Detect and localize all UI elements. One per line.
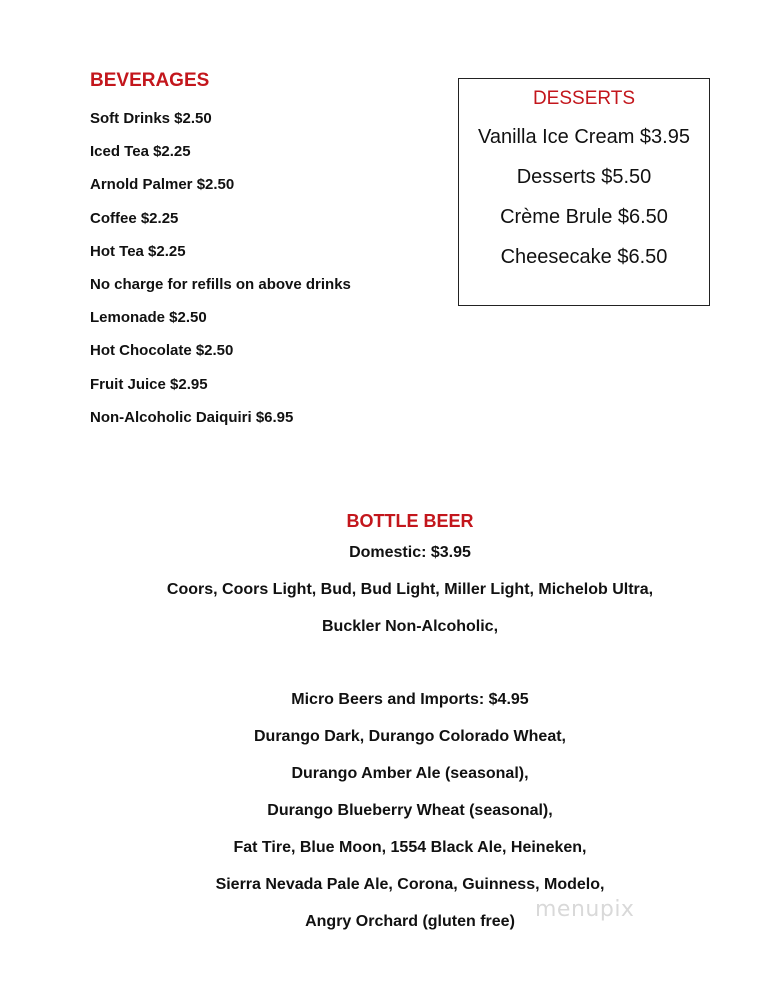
domestic-heading: Domestic: $3.95 — [349, 544, 471, 561]
micro-imports-heading: Micro Beers and Imports: $4.95 — [291, 691, 529, 708]
bottle-beer-title: BOTTLE BEER — [346, 511, 474, 531]
micro-beers-line: Fat Tire, Blue Moon, 1554 Black Ale, Heineken, — [233, 839, 587, 856]
beverage-item: Iced Tea $2.25 — [90, 143, 191, 161]
desserts-box — [458, 78, 710, 306]
domestic-beers-line: Coors, Coors Light, Bud, Bud Light, Miller Light, Michelob Ultra, — [166, 581, 654, 598]
bottle-beer-section — [0, 508, 768, 940]
desserts-title: DESSERTS — [532, 88, 636, 109]
beverage-item: Coffee $2.25 — [90, 209, 179, 227]
micro-beers-line: Sierra Nevada Pale Ale, Corona, Guinness, Modelo, — [215, 876, 605, 893]
beverage-note: No charge for refills on above drinks — [90, 275, 351, 293]
dessert-item: Desserts $5.50 — [516, 166, 652, 188]
beverages-title: BEVERAGES — [90, 70, 210, 91]
beverage-item: Hot Chocolate $2.50 — [90, 342, 234, 360]
desserts-list — [459, 117, 709, 277]
beverage-item: Soft Drinks $2.50 — [90, 110, 212, 127]
dessert-item: Vanilla Ice Cream $3.95 — [478, 126, 690, 148]
dessert-item: Crème Brule $6.50 — [500, 206, 668, 228]
dessert-item: Cheesecake $6.50 — [500, 246, 668, 268]
watermark-logo: menupix — [535, 897, 635, 922]
beverage-item: Lemonade $2.50 — [90, 309, 207, 327]
micro-beers-line: Durango Dark, Durango Colorado Wheat, — [253, 728, 566, 745]
micro-beers-line: Durango Blueberry Wheat (seasonal), — [267, 802, 553, 819]
beverages-list — [90, 108, 351, 440]
domestic-beers-line: Buckler Non-Alcoholic, — [321, 618, 499, 635]
beverage-item: Hot Tea $2.25 — [90, 242, 186, 260]
micro-beers-line: Durango Amber Ale (seasonal), — [291, 765, 529, 782]
section-spacer — [0, 645, 768, 681]
beverage-item: Non-Alcoholic Daiquiri $6.95 — [90, 408, 294, 426]
beverage-item: Fruit Juice $2.95 — [90, 375, 208, 393]
beverage-item: Arnold Palmer $2.50 — [90, 176, 235, 194]
micro-beers-line: Angry Orchard (gluten free) — [305, 913, 515, 930]
